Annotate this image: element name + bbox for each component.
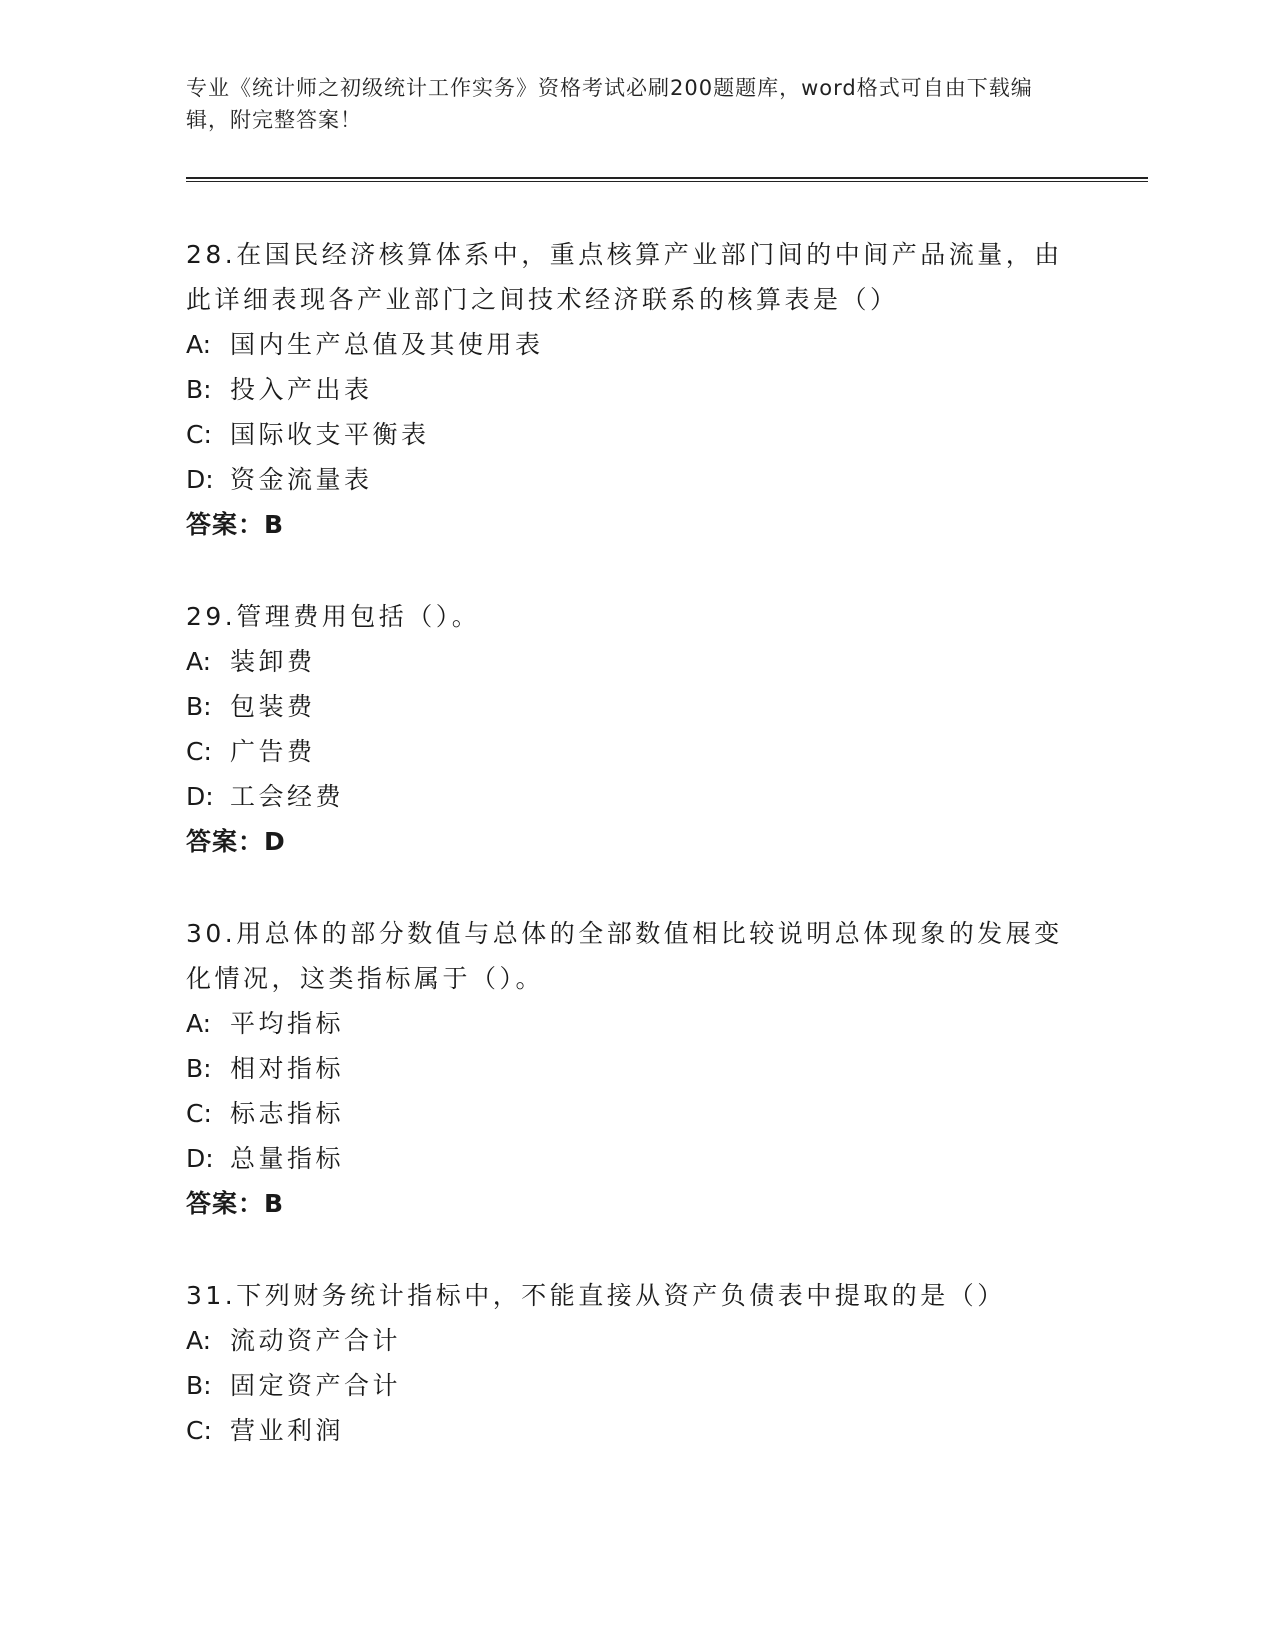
option-key: A: (186, 1326, 212, 1355)
option-key: B: (186, 692, 212, 721)
option-text: 广告费 (230, 737, 316, 766)
option-key: A: (186, 330, 212, 359)
option-b (186, 1046, 1086, 1091)
question-stem: 29.管理费用包括（）。 (186, 602, 481, 631)
option-text: 工会经费 (230, 782, 345, 811)
option-text: 包装费 (230, 692, 316, 721)
answer-line: 答案：D (186, 827, 286, 856)
option-key: A: (186, 647, 212, 676)
option-d (186, 457, 1086, 502)
option-key: B: (186, 375, 212, 404)
option-text: 流动资产合计 (230, 1326, 402, 1355)
option-text: 总量指标 (230, 1144, 345, 1173)
option-key: D: (186, 465, 214, 494)
answer-line: 答案：B (186, 1189, 285, 1218)
option-b (186, 1363, 1086, 1408)
option-text: 投入产出表 (230, 375, 373, 404)
option-key: C: (186, 737, 212, 766)
option-key: C: (186, 1416, 212, 1445)
option-key: B: (186, 1054, 212, 1083)
question-30 (186, 911, 1086, 1227)
option-key: D: (186, 782, 214, 811)
option-text: 平均指标 (230, 1009, 345, 1038)
option-d (186, 1136, 1086, 1181)
option-key: C: (186, 1099, 212, 1128)
question-28 (186, 232, 1086, 548)
question-stem: 30.用总体的部分数值与总体的全部数值相比较说明总体现象的发展变化情况，这类指标属于（）。 (186, 919, 1063, 993)
option-key: A: (186, 1009, 212, 1038)
option-text: 固定资产合计 (230, 1371, 402, 1400)
option-text: 标志指标 (230, 1099, 345, 1128)
option-a (186, 1318, 1086, 1363)
option-text: 资金流量表 (230, 465, 373, 494)
option-key: C: (186, 420, 212, 449)
answer-line: 答案：B (186, 510, 285, 539)
question-list (186, 232, 1086, 1499)
question-31 (186, 1273, 1086, 1453)
option-c (186, 1091, 1086, 1136)
option-a (186, 639, 1086, 684)
option-c (186, 1408, 1086, 1453)
option-a (186, 1001, 1086, 1046)
header-intro-text: 专业《统计师之初级统计工作实务》资格考试必刷200题题库，word格式可自由下载编辑，附完整答案！ (186, 76, 1033, 132)
header-divider-top (186, 177, 1148, 179)
option-b (186, 367, 1086, 412)
question-stem: 28.在国民经济核算体系中，重点核算产业部门间的中间产品流量，由此详细表现各产业部门之间技术经济联系的核算表是（） (186, 240, 1063, 314)
option-d (186, 774, 1086, 819)
option-text: 装卸费 (230, 647, 316, 676)
option-text: 国际收支平衡表 (230, 420, 430, 449)
option-text: 营业利润 (230, 1416, 345, 1445)
option-a (186, 322, 1086, 367)
option-c (186, 412, 1086, 457)
header-divider-bottom (186, 181, 1148, 182)
option-c (186, 729, 1086, 774)
question-stem: 31.下列财务统计指标中，不能直接从资产负债表中提取的是（） (186, 1281, 1006, 1310)
option-text: 国内生产总值及其使用表 (230, 330, 544, 359)
option-key: D: (186, 1144, 214, 1173)
document-header (186, 72, 1066, 136)
option-b (186, 684, 1086, 729)
option-key: B: (186, 1371, 212, 1400)
option-text: 相对指标 (230, 1054, 345, 1083)
question-29 (186, 594, 1086, 865)
